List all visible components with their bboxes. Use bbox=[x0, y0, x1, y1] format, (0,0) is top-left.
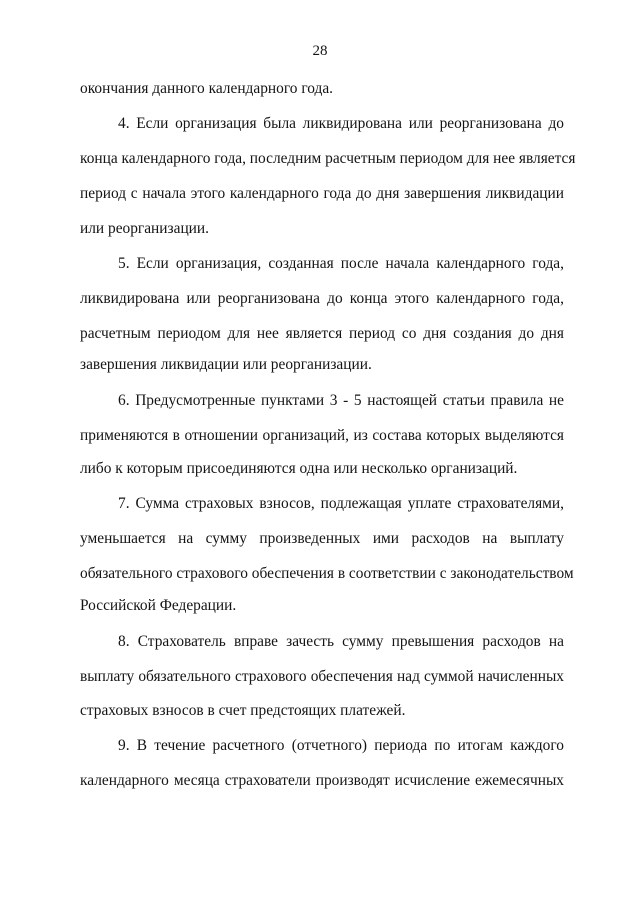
paragraph-6-first-line: 6. Предусмотренные пунктами 3 - 5 настоящей статьи правила не bbox=[118, 392, 564, 409]
paragraph-4-first-line: 4. Если организация была ликвидирована или реорганизована до bbox=[118, 115, 564, 132]
text-line: Российской Федерации. bbox=[80, 597, 237, 614]
text-line: выплату обязательного страхового обеспечения над суммой начисленных bbox=[80, 668, 564, 685]
text-line: уменьшается на сумму произведенных ими расходов на выплату bbox=[80, 530, 564, 547]
text-line: период с начала этого календарного года до дня завершения ликвидации bbox=[80, 185, 564, 202]
text-line: страховых взносов в счет предстоящих платежей. bbox=[80, 702, 406, 719]
text-line: ликвидирована или реорганизована до конца этого календарного года, bbox=[80, 290, 564, 307]
page-number: 28 bbox=[312, 43, 328, 59]
paragraph-7-first-line: 7. Сумма страховых взносов, подлежащая уплате страхователями, bbox=[118, 495, 564, 512]
paragraph-9-first-line: 9. В течение расчетного (отчетного) периода по итогам каждого bbox=[118, 737, 564, 754]
text-line: обязательного страхового обеспечения в соответствии с законодательством bbox=[80, 565, 574, 582]
paragraph-8-first-line: 8. Страхователь вправе зачесть сумму превышения расходов на bbox=[118, 633, 564, 650]
text-line: окончания данного календарного года. bbox=[80, 80, 334, 97]
paragraph-5-first-line: 5. Если организация, созданная после начала календарного года, bbox=[118, 255, 564, 272]
text-line: применяются в отношении организаций, из состава которых выделяются bbox=[80, 427, 564, 444]
text-line: расчетным периодом для нее является период со дня создания до дня bbox=[80, 325, 564, 342]
text-line: конца календарного года, последним расчетным периодом для нее является bbox=[80, 150, 576, 167]
text-line: завершения ликвидации или реорганизации. bbox=[80, 356, 372, 373]
text-line: либо к которым присоединяются одна или несколько организаций. bbox=[80, 460, 518, 477]
text-line: или реорганизации. bbox=[80, 220, 210, 237]
text-line: календарного месяца страхователи производят исчисление ежемесячных bbox=[80, 772, 564, 789]
